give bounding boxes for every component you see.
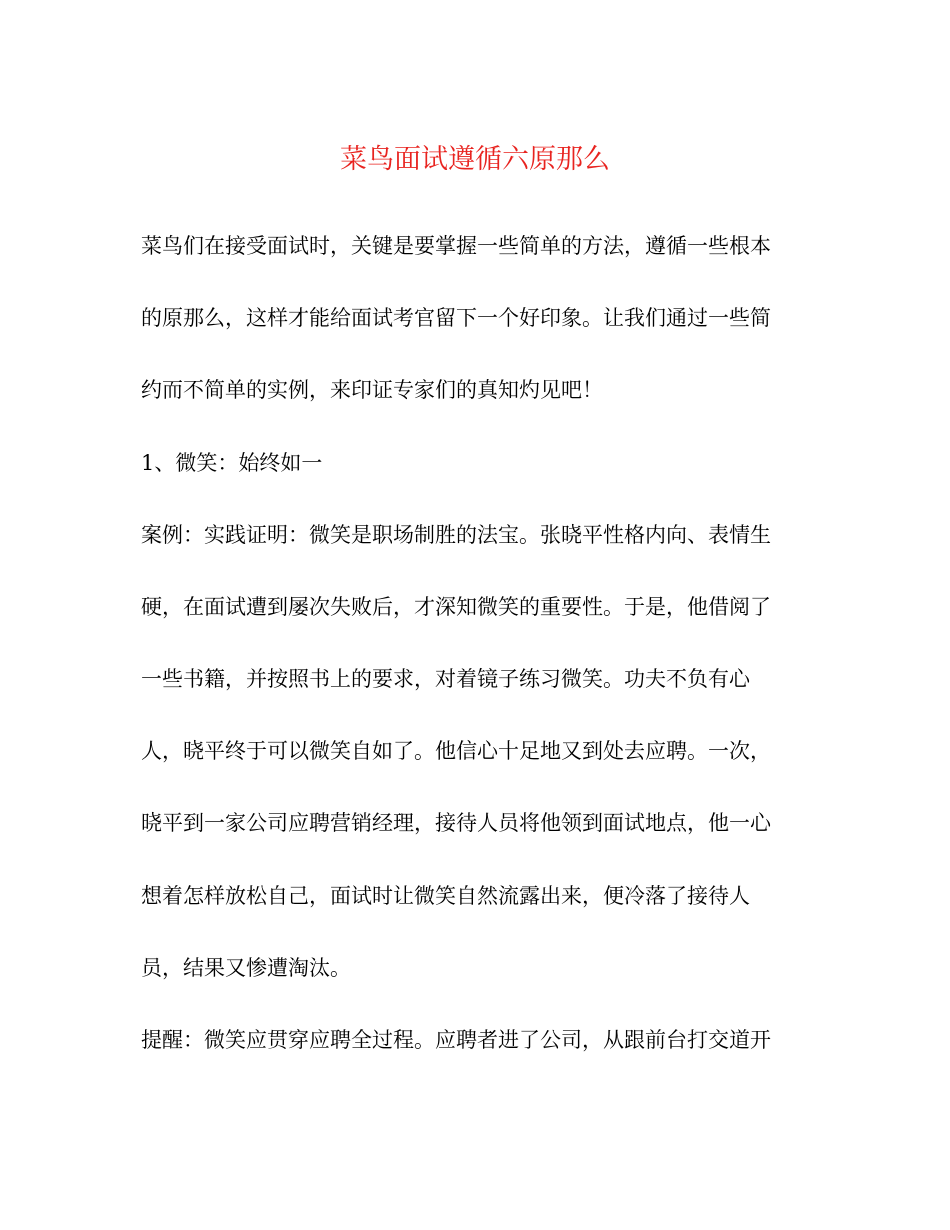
paragraph-line: 一些书籍，并按照书上的要求，对着镜子练习微笑。功夫不负有心 xyxy=(141,667,750,691)
paragraph-line: 员，结果又惨遭淘汰。 xyxy=(141,956,351,980)
paragraph-line: 约而不简单的实例，来印证专家们的真知灼见吧！ xyxy=(141,378,603,402)
paragraph-line: 人，晓平终于可以微笑自如了。他信心十足地又到处去应聘。一次， xyxy=(141,739,771,763)
paragraph-line: 晓平到一家公司应聘营销经理，接待人员将他领到面试地点，他一心 xyxy=(141,811,771,835)
document-title: 菜鸟面试遵循六原那么 xyxy=(340,144,610,175)
section-heading: 1、微笑：始终如一 xyxy=(141,451,323,475)
paragraph-line: 菜鸟们在接受面试时，关键是要掌握一些简单的方法，遵循一些根本 xyxy=(141,234,771,258)
paragraph-line: 提醒：微笑应贯穿应聘全过程。应聘者进了公司，从跟前台打交道开 xyxy=(141,1028,771,1052)
paragraph-line: 想着怎样放松自己，面试时让微笑自然流露出来，便冷落了接待人 xyxy=(141,884,750,908)
paragraph-line: 的原那么，这样才能给面试考官留下一个好印象。让我们通过一些简 xyxy=(141,306,771,330)
paragraph-line: 硬，在面试遭到屡次失败后，才深知微笑的重要性。于是，他借阅了 xyxy=(141,595,771,619)
paragraph-line: 案例：实践证明：微笑是职场制胜的法宝。张晓平性格内向、表情生 xyxy=(141,523,771,547)
